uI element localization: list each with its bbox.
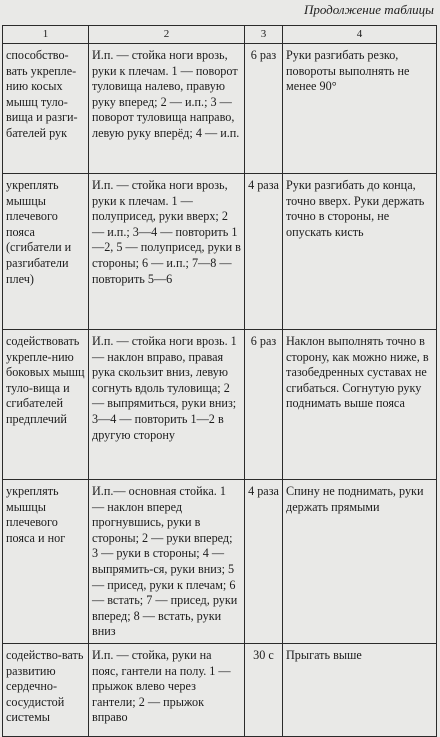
table-row xyxy=(3,480,437,644)
notes-cell: Прыгать выше xyxy=(283,643,437,736)
dosage-cell: 4 раза xyxy=(245,480,283,644)
goal-cell: содействовать укрепле-нию боковых мышц туло-вища и сгибателей предплечий xyxy=(3,330,89,480)
exercise-cell: И.п. — стойка, руки на пояс, гантели на полу. 1 — прыжок влево через гантели; 2 — прыжок вправо xyxy=(89,643,245,736)
column-header-4: 4 xyxy=(283,26,437,44)
dosage-cell: 6 раз xyxy=(245,44,283,174)
table-row xyxy=(3,174,437,330)
column-header-3: 3 xyxy=(245,26,283,44)
notes-cell: Руки разгибать до конца, точно вверх. Руки держать точно в стороны, не опускать кисть xyxy=(283,174,437,330)
header-row xyxy=(3,26,437,44)
table-caption: Продолжение таблицы xyxy=(303,2,434,17)
exercise-cell: И.п. — стойка ноги врозь, руки к плечам. 1 — полуприсед, руки вверх; 2 — и.п.; 3—4 — повторить 1—2, 5 — полуприсед, руки в стороны; 6 — и.п.; 7—8 — повторить 5—6 xyxy=(89,174,245,330)
exercise-table xyxy=(2,25,437,737)
goal-cell: укреплять мышцы плечевого пояса и ног xyxy=(3,480,89,644)
table-row xyxy=(3,330,437,480)
dosage-cell: 4 раза xyxy=(245,174,283,330)
notes-cell: Наклон выполнять точно в сторону, как можно ниже, в тазобедренных суставах не сгибаться. Согнутую руку поднимать выше пояса xyxy=(283,330,437,480)
dosage-cell: 6 раз xyxy=(245,330,283,480)
table-row xyxy=(3,44,437,174)
goal-cell: способство-вать укрепле-нию косых мышц туло-вища и разги-бателей рук xyxy=(3,44,89,174)
column-header-1: 1 xyxy=(3,26,89,44)
notes-cell: Спину не поднимать, руки держать прямыми xyxy=(283,480,437,644)
exercise-cell: И.п. — стойка ноги врозь, руки к плечам. 1 — поворот туловища налево, правую руку вперед; 2 — и.п.; 3 — поворот туловища направо, левую руку вперёд; 4 — и.п. xyxy=(89,44,245,174)
goal-cell: содейство-вать развитию сердечно-сосудистой системы xyxy=(3,643,89,736)
notes-cell: Руки разгибать резко, повороты выполнять не менее 90° xyxy=(283,44,437,174)
exercise-cell: И.п. — стойка ноги врозь. 1 — наклон вправо, правая рука скользит вниз, левую согнуть вдоль туловища; 2 — выпрямиться, руки вниз; 3—4 — повторить 1—2 в другую сторону xyxy=(89,330,245,480)
column-header-2: 2 xyxy=(89,26,245,44)
exercise-cell: И.п.— основная стойка. 1 — наклон вперед прогнувшись, руки в стороны; 2 — руки вперед; 3 — руки в стороны; 4 — выпрямить-ся, руки вниз; 5 — присед, руки к плечам; 6 — встать; 7 — присед, руки вперед; 8 — встать, руки вниз xyxy=(89,480,245,644)
dosage-cell: 30 с xyxy=(245,643,283,736)
table-row xyxy=(3,643,437,736)
goal-cell: укреплять мышцы плечевого пояса (сгибатели и разгибатели плеч) xyxy=(3,174,89,330)
